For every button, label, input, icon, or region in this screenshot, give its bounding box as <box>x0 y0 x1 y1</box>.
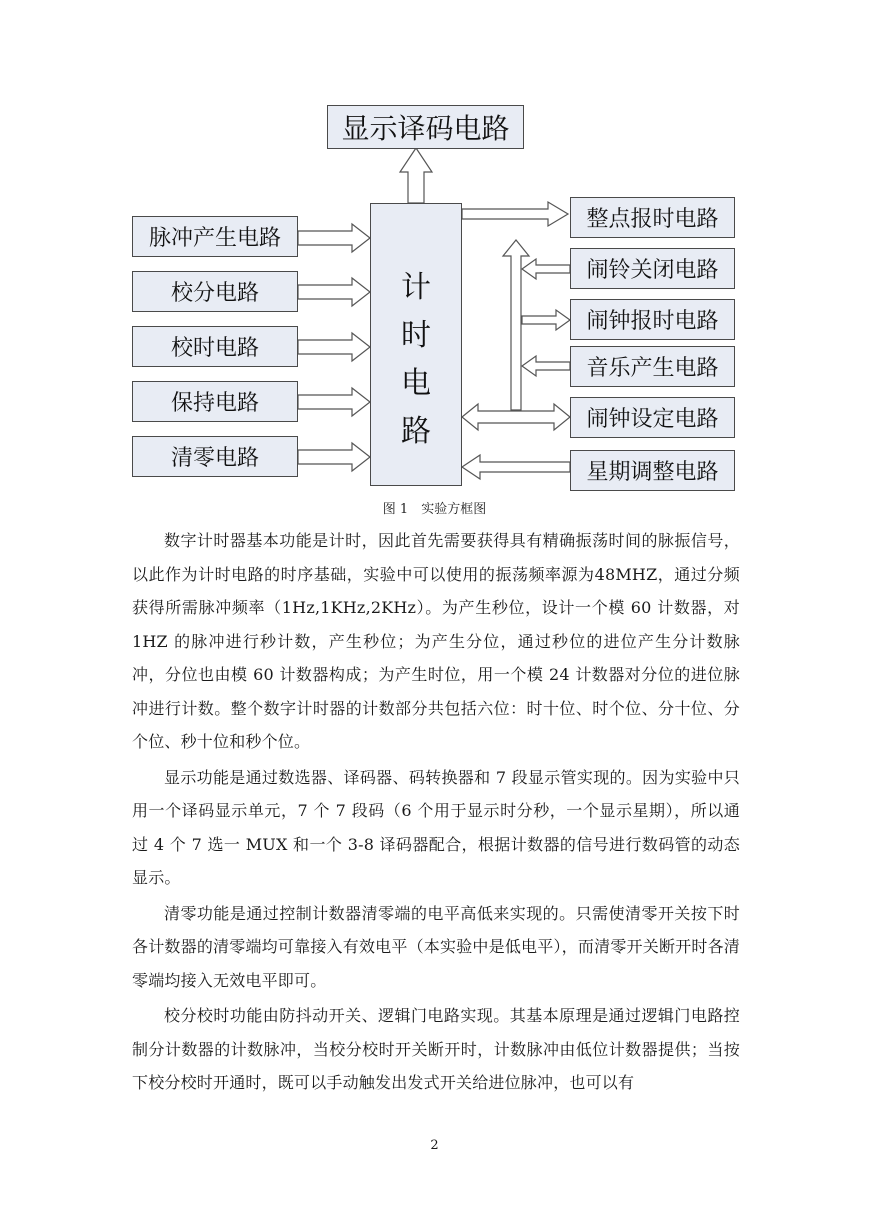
arrow-alarm-report <box>522 310 570 330</box>
display-decoder-box: 显示译码电路 <box>327 105 524 149</box>
right-box-alarm-set: 闹钟设定电路 <box>570 397 735 438</box>
left-box-clear: 清零电路 <box>132 436 298 477</box>
arrow-min-adjust <box>298 278 370 306</box>
arrow-weekday <box>462 455 570 479</box>
body-text <box>132 524 740 1102</box>
arrow-clear <box>298 443 370 471</box>
figure-caption: 图 1 实验方框图 <box>382 502 487 517</box>
right-box-alarm-off: 闹铃关闭电路 <box>570 248 735 289</box>
arrow-hour-adjust <box>298 333 370 361</box>
center-char-4: 路 <box>401 414 431 449</box>
paragraph: 清零功能是通过控制计数器清零端的电平高低来实现的。只需使清零开关按下时各计数器的清零端均可靠接入有效电平（本实验中是低电平），而清零开关断开时各清零端均接入无效电平即可。 <box>132 903 740 990</box>
right-box-hourly-chime: 整点报时电路 <box>570 197 735 238</box>
timer-circuit-box <box>370 203 462 486</box>
arrow-music <box>522 356 570 376</box>
right-box-weekday-adjust: 星期调整电路 <box>570 450 735 491</box>
center-char-1: 计 <box>401 270 431 305</box>
right-box-music: 音乐产生电路 <box>570 346 735 387</box>
left-box-hour-adjust: 校时电路 <box>132 326 298 367</box>
arrow-bus-up <box>503 240 529 410</box>
arrow-hourly-chime <box>462 202 568 226</box>
paragraph: 数字计时器基本功能是计时，因此首先需要获得具有精确振荡时间的脉振信号，以此作为计时电路的时序基础，实验中可以使用的振荡频率源为48MHZ，通过分频获得所需脉冲频率（1Hz,1KHz,2KHz）。为产生秒位，设计一个模 60 计数器，对 1HZ 的脉冲进行秒计数，产生秒位；为产生分位，通过秒位的进位产生分计数脉冲，分位也由模 60 计数器构成；为产生时位，用一个模 24 计数器对分位的进位脉冲进行计数。整个数字计时器的计数部分共包括六位：时十位、时个位、分十位、分个位、秒十位和秒个位。 <box>132 531 740 751</box>
left-box-minute-adjust: 校分电路 <box>132 271 298 312</box>
arrow-pulse <box>298 224 370 252</box>
left-box-hold: 保持电路 <box>132 381 298 422</box>
center-char-2: 时 <box>401 318 431 353</box>
arrow-up-to-display <box>400 148 432 203</box>
page-number: 2 <box>430 1138 439 1153</box>
paragraph: 显示功能是通过数选器、译码器、码转换器和 7 段显示管实现的。因为实验中只用一个译码显示单元，7 个 7 段码（6 个用于显示时分秒，一个显示星期），所以通过 4 个 7 选一 MUX 和一个 3-8 译码器配合，根据计数器的信号进行数码管的动态显示。 <box>132 767 740 887</box>
center-char-3: 电 <box>401 366 431 401</box>
right-box-alarm-report: 闹钟报时电路 <box>570 299 735 340</box>
paragraph: 校分校时功能由防抖动开关、逻辑门电路实现。其基本原理是通过逻辑门电路控制分计数器的计数脉冲，当校分校时开关断开时，计数脉冲由低位计数器提供；当按下校分校时开通时，既可以手动触发出发式开关给进位脉冲，也可以有 <box>132 1006 740 1092</box>
arrow-alarm-off <box>522 259 570 279</box>
arrow-hold <box>298 388 370 416</box>
block-diagram <box>0 0 869 500</box>
left-box-pulse: 脉冲产生电路 <box>132 216 298 257</box>
